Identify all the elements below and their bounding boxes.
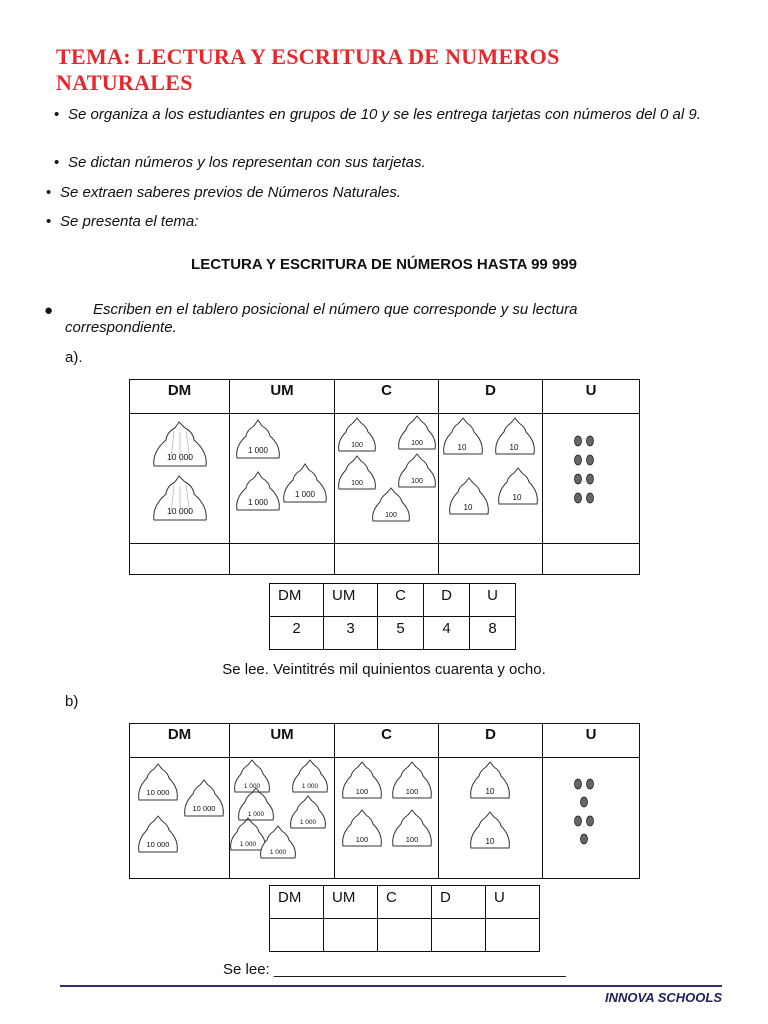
column-header: C — [335, 724, 439, 758]
answer-column-header: DM — [270, 886, 324, 919]
page-title: TEMA: LECTURA Y ESCRITURA DE NUMEROS NATURALES — [56, 44, 560, 95]
bags-cell-um — [230, 414, 335, 544]
bag-value: 10 — [509, 443, 519, 452]
bag-value: 100 — [355, 835, 369, 844]
answer-digit: 8 — [470, 617, 516, 650]
money-bags-group — [439, 758, 542, 873]
bag-value: 1 000 — [269, 849, 287, 856]
bag-value: 1 000 — [247, 498, 269, 507]
money-bag-icon — [154, 476, 207, 520]
money-bag-icon — [496, 418, 535, 454]
column-header: C — [335, 380, 439, 414]
bullet-dot-icon: ● — [44, 302, 54, 319]
money-bag-icon — [154, 422, 207, 466]
bag-value: 1 000 — [301, 783, 319, 790]
bag-value: 10 — [512, 493, 522, 502]
place-value-table-a — [129, 379, 640, 575]
answer-digit: 2 — [270, 617, 324, 650]
answer-blank-cell[interactable] — [230, 544, 335, 575]
money-bag-icon — [393, 810, 432, 846]
bag-value: 1 000 — [243, 783, 261, 790]
bullet-item — [54, 106, 724, 124]
unit-beads-group — [543, 414, 639, 538]
bags-cell-d — [439, 414, 543, 544]
answer-blank-cell[interactable] — [270, 919, 324, 952]
bag-value: 100 — [411, 440, 423, 447]
answer-column-header: DM — [270, 584, 324, 617]
unit-bead-icon — [575, 493, 582, 503]
money-bag-icon — [343, 810, 382, 846]
unit-bead-icon — [581, 797, 588, 807]
unit-beads-group — [543, 758, 639, 873]
answer-blank-cell[interactable] — [324, 919, 378, 952]
money-bag-icon — [284, 464, 327, 502]
bullet-dot-icon: • — [46, 184, 52, 201]
footer-divider — [60, 985, 722, 987]
answer-digit: 4 — [424, 617, 470, 650]
money-bag-icon — [185, 780, 224, 816]
answer-blank-cell[interactable] — [486, 919, 540, 952]
money-bags-group — [335, 414, 438, 538]
unit-bead-icon — [575, 474, 582, 484]
bag-value: 10 000 — [167, 506, 193, 516]
money-bag-icon — [237, 420, 280, 458]
units-cell — [543, 758, 640, 879]
place-value-table-b — [129, 723, 640, 879]
bags-cell-d — [439, 758, 543, 879]
money-bags-group — [230, 758, 334, 873]
money-bag-icon — [339, 456, 376, 489]
column-header: D — [439, 380, 543, 414]
bag-value: 10 000 — [146, 788, 170, 797]
column-header: UM — [230, 380, 335, 414]
money-bag-icon — [450, 478, 489, 514]
answer-column-header: UM — [324, 584, 378, 617]
bag-value: 100 — [385, 512, 397, 519]
instruction-text: Escriben en el tablero posicional el número que corresponde y su lectura correspondiente. — [65, 301, 578, 336]
answer-digit: 5 — [378, 617, 424, 650]
answer-blank-cell[interactable] — [543, 544, 640, 575]
bullet-item — [46, 213, 716, 231]
reading-text-b: Se lee: ___________________________________ — [223, 961, 566, 978]
bullet-item — [54, 154, 724, 172]
answer-column-header: UM — [324, 886, 378, 919]
bag-value: 100 — [405, 835, 419, 844]
money-bag-icon — [373, 488, 410, 521]
answer-column-header: C — [378, 886, 432, 919]
bags-cell-c — [335, 414, 439, 544]
unit-bead-icon — [587, 493, 594, 503]
bag-value: 1 000 — [239, 841, 257, 848]
unit-bead-icon — [575, 779, 582, 789]
money-bags-group — [230, 414, 334, 538]
money-bag-icon — [139, 816, 178, 852]
money-bag-icon — [499, 468, 538, 504]
bag-value: 100 — [405, 787, 419, 796]
unit-bead-icon — [587, 436, 594, 446]
money-bag-icon — [139, 764, 178, 800]
bullet-dot-icon: • — [54, 154, 60, 171]
bags-cell-um — [230, 758, 335, 879]
bullet-text: Se extraen saberes previos de Números Naturales. — [60, 184, 402, 201]
column-header: U — [543, 380, 640, 414]
answer-digit: 3 — [324, 617, 378, 650]
bags-cell-dm — [130, 414, 230, 544]
bullet-dot-icon: • — [46, 213, 52, 230]
answer-blank-cell[interactable] — [335, 544, 439, 575]
money-bag-icon — [261, 826, 296, 858]
answer-column-header: D — [424, 584, 470, 617]
money-bags-group — [130, 758, 229, 873]
money-bag-icon — [393, 762, 432, 798]
bullet-text: Se dictan números y los representan con sus tarjetas. — [68, 154, 426, 171]
bag-value: 100 — [351, 442, 363, 449]
unit-bead-icon — [587, 779, 594, 789]
bag-value: 10 — [463, 503, 473, 512]
unit-bead-icon — [575, 436, 582, 446]
bullet-text: Se presenta el tema: — [60, 213, 199, 230]
unit-bead-icon — [587, 455, 594, 465]
column-header: U — [543, 724, 640, 758]
answer-column-header: U — [470, 584, 516, 617]
answer-table-a — [269, 583, 516, 650]
bullet-item — [46, 184, 716, 202]
money-bags-group — [439, 414, 542, 538]
exercise-a-label: a). — [65, 349, 83, 366]
money-bag-icon — [399, 416, 436, 449]
answer-column-header: C — [378, 584, 424, 617]
bag-value: 1 000 — [299, 819, 317, 826]
money-bag-icon — [399, 454, 436, 487]
unit-bead-icon — [587, 474, 594, 484]
answer-column-header: U — [486, 886, 540, 919]
exercise-b-label: b) — [65, 693, 79, 710]
reading-text-a: Se lee. Veintitrés mil quinientos cuarenta y ocho. — [222, 661, 546, 678]
bag-value: 1 000 — [247, 811, 265, 818]
money-bags-group — [130, 414, 229, 538]
answer-column-header: D — [432, 886, 486, 919]
money-bag-icon — [293, 760, 328, 792]
column-header: D — [439, 724, 543, 758]
unit-bead-icon — [575, 455, 582, 465]
bag-value: 100 — [411, 478, 423, 485]
bag-value: 10 — [485, 787, 495, 796]
bag-value: 1 000 — [247, 446, 269, 455]
money-bag-icon — [235, 760, 270, 792]
answer-blank-cell[interactable] — [378, 919, 432, 952]
unit-bead-icon — [575, 816, 582, 826]
answer-table-b — [269, 885, 540, 952]
bag-value: 10 000 — [146, 840, 170, 849]
money-bags-group — [335, 758, 438, 873]
bullet-text: Se organiza a los estudiantes en grupos de 10 y se les entrega tarjetas con números del 0 al 9. — [68, 106, 701, 123]
column-header: DM — [130, 724, 230, 758]
answer-blank-cell[interactable] — [439, 544, 543, 575]
bullet-dot-icon: • — [54, 106, 60, 123]
answer-blank-cell[interactable] — [432, 919, 486, 952]
bag-value: 1 000 — [294, 490, 316, 499]
money-bag-icon — [471, 762, 510, 798]
unit-bead-icon — [587, 816, 594, 826]
column-header: DM — [130, 380, 230, 414]
column-header: UM — [230, 724, 335, 758]
money-bag-icon — [471, 812, 510, 848]
money-bag-icon — [444, 418, 483, 454]
bag-value: 100 — [351, 480, 363, 487]
bag-value: 10 — [457, 443, 467, 452]
section-subtitle: LECTURA Y ESCRITURA DE NÚMEROS HASTA 99 999 — [191, 256, 577, 273]
bag-value: 100 — [355, 787, 369, 796]
bags-cell-dm — [130, 758, 230, 879]
money-bag-icon — [343, 762, 382, 798]
bag-value: 10 000 — [167, 452, 193, 462]
money-bag-icon — [339, 418, 376, 451]
money-bag-icon — [237, 472, 280, 510]
bags-cell-c — [335, 758, 439, 879]
money-bag-icon — [291, 796, 326, 828]
money-bag-icon — [231, 818, 266, 850]
footer-brand: INNOVA SCHOOLS — [604, 990, 722, 1005]
units-cell — [543, 414, 640, 544]
unit-bead-icon — [581, 834, 588, 844]
bag-value: 10 — [485, 837, 495, 846]
answer-blank-cell[interactable] — [130, 544, 230, 575]
money-bag-icon — [239, 788, 274, 820]
bag-value: 10 000 — [192, 804, 216, 813]
